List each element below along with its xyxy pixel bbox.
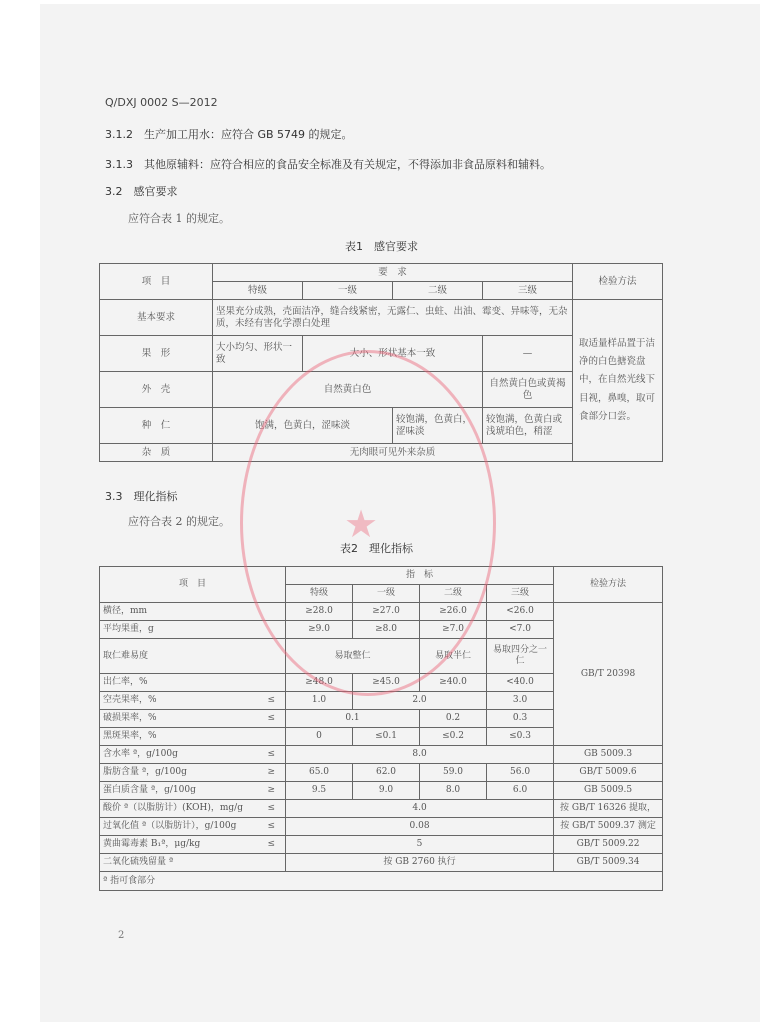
- document-id: Q/DXJ 0002 S—2012: [105, 96, 218, 109]
- t2-row-name: 含水率 ª，g/100g: [100, 746, 258, 764]
- t2-cell: 56.0: [487, 764, 554, 782]
- t2-row-sym: ≤: [258, 692, 286, 710]
- t2-row-sym: ≤: [258, 836, 286, 854]
- t1-shape-special: 大小均匀、形状一致: [213, 336, 303, 372]
- table2-caption: 表2 理化指标: [340, 542, 413, 555]
- t2-row-name: 黄曲霉毒素 B₁ª，μg/kg: [100, 836, 258, 854]
- t2-cell: 易取四分之一仁: [487, 639, 554, 674]
- t2-cell: <26.0: [487, 603, 554, 621]
- t1-kernel-01: 饱满，色黄白，涩味淡: [213, 408, 393, 444]
- t2-method: 按 GB/T 5009.37 测定: [554, 818, 663, 836]
- t2-row-sym: ≤: [258, 710, 286, 728]
- section-3-2-text: 应符合表 1 的规定。: [128, 212, 230, 225]
- t2-row-sym: ≥: [258, 782, 286, 800]
- t2-row-sym: [258, 639, 286, 674]
- section-3-2-heading: 3.2 感官要求: [105, 185, 178, 198]
- t1-method-text: 取适量样品置于洁净的白色搪瓷盘中，在自然光线下目视，鼻嗅，取可食部分口尝。: [573, 300, 663, 462]
- t2-cell: 65.0: [286, 764, 353, 782]
- t2-row-sym: ≤: [258, 800, 286, 818]
- t2-cell: 8.0: [420, 782, 487, 800]
- t2-cell: <7.0: [487, 621, 554, 639]
- t1-grade-special: 特级: [213, 282, 303, 300]
- t2-header-method: 检验方法: [554, 567, 663, 603]
- t1-grade-3: 三级: [483, 282, 573, 300]
- t2-cell: 0.3: [487, 710, 554, 728]
- t2-cell: 62.0: [353, 764, 420, 782]
- t2-row-sym: [258, 621, 286, 639]
- t1-shell-label: 外 壳: [100, 372, 213, 408]
- t1-impurity-label: 杂 质: [100, 444, 213, 462]
- t2-row-sym: ≤: [258, 746, 286, 764]
- t1-header-method: 检验方法: [573, 264, 663, 300]
- t2-row-name: 二氧化硫残留量 ª: [100, 854, 258, 872]
- t2-row-name: 出仁率，%: [100, 674, 258, 692]
- t2-cell: ≥27.0: [353, 603, 420, 621]
- t1-shape-label: 果 形: [100, 336, 213, 372]
- t2-cell: ≥9.0: [286, 621, 353, 639]
- t2-row-name: 黑斑果率，%: [100, 728, 258, 746]
- t2-cell: ≤0.3: [487, 728, 554, 746]
- t2-method: GB/T 5009.6: [554, 764, 663, 782]
- t2-cell: ≥48.0: [286, 674, 353, 692]
- t2-row-name: 脂肪含量 ª，g/100g: [100, 764, 258, 782]
- t2-row-sym: [258, 728, 286, 746]
- t2-method: GB/T 5009.22: [554, 836, 663, 854]
- t2-cell: 8.0: [286, 746, 554, 764]
- t1-shell-3: 自然黄白色或黄褐色: [483, 372, 573, 408]
- t1-kernel-label: 种 仁: [100, 408, 213, 444]
- t2-row-name: 破损果率，%: [100, 710, 258, 728]
- t2-cell: ≥45.0: [353, 674, 420, 692]
- t2-cell: 易取整仁: [286, 639, 420, 674]
- t2-grade-special: 特级: [286, 585, 353, 603]
- t2-header-index: 指 标: [286, 567, 554, 585]
- t2-cell: 0.08: [286, 818, 554, 836]
- t2-grade-2: 二级: [420, 585, 487, 603]
- t1-header-requirement: 要 求: [213, 264, 573, 282]
- t2-method: GB/T 5009.34: [554, 854, 663, 872]
- t2-method: GB 5009.3: [554, 746, 663, 764]
- t2-row-sym: ≤: [258, 818, 286, 836]
- t1-shape-12: 大小、形状基本一致: [303, 336, 483, 372]
- t2-row-name: 横径，mm: [100, 603, 258, 621]
- t1-shape-3: —: [483, 336, 573, 372]
- clause-3-1-2: 3.1.2 生产加工用水：应符合 GB 5749 的规定。: [105, 128, 353, 141]
- t2-method: 按 GB/T 16326 提取，: [554, 800, 663, 818]
- t2-grade-3: 三级: [487, 585, 554, 603]
- t2-method: GB 5009.5: [554, 782, 663, 800]
- t2-cell: 9.5: [286, 782, 353, 800]
- t2-cell: 0: [286, 728, 353, 746]
- t2-cell: 3.0: [487, 692, 554, 710]
- t1-header-item: 项 目: [100, 264, 213, 300]
- t2-cell: 1.0: [286, 692, 353, 710]
- t2-cell: 0.2: [420, 710, 487, 728]
- t1-basic-label: 基本要求: [100, 300, 213, 336]
- t1-shell-012: 自然黄白色: [213, 372, 483, 408]
- t2-cell: 按 GB 2760 执行: [286, 854, 554, 872]
- section-3-3-heading: 3.3 理化指标: [105, 490, 178, 503]
- sensory-requirements-table: [99, 263, 663, 462]
- t2-cell: 6.0: [487, 782, 554, 800]
- t2-method-shared: GB/T 20398: [554, 603, 663, 746]
- t2-row-sym: [258, 603, 286, 621]
- t2-row-name: 酸价 ª（以脂肪计）(KOH)，mg/g: [100, 800, 258, 818]
- t2-cell: 9.0: [353, 782, 420, 800]
- t2-cell: 易取半仁: [420, 639, 487, 674]
- physicochemical-index-table: [99, 566, 663, 891]
- t1-kernel-2: 较饱满，色黄白，涩味淡: [393, 408, 483, 444]
- t2-cell: 5: [286, 836, 554, 854]
- table1-caption: 表1 感官要求: [345, 240, 418, 253]
- t2-cell: ≥8.0: [353, 621, 420, 639]
- t2-row-name: 取仁难易度: [100, 639, 258, 674]
- t1-kernel-3: 较饱满，色黄白或浅琥珀色，稍涩: [483, 408, 573, 444]
- t2-row-name: 蛋白质含量 ª，g/100g: [100, 782, 258, 800]
- t2-row-name: 空壳果率，%: [100, 692, 258, 710]
- section-3-3-text: 应符合表 2 的规定。: [128, 515, 230, 528]
- t2-row-name: 平均果重，g: [100, 621, 258, 639]
- t2-footnote: ª 指可食部分: [100, 872, 663, 891]
- t2-cell: 0.1: [286, 710, 420, 728]
- t1-grade-1: 一级: [303, 282, 393, 300]
- clause-3-1-3: 3.1.3 其他原辅料：应符合相应的食品安全标准及有关规定，不得添加非食品原料和辅料。: [105, 158, 551, 171]
- t2-cell: 4.0: [286, 800, 554, 818]
- t2-row-name: 过氧化值 ª（以脂肪计），g/100g: [100, 818, 258, 836]
- t2-cell: ≥26.0: [420, 603, 487, 621]
- t1-impurity-value: 无肉眼可见外来杂质: [213, 444, 573, 462]
- page-number: 2: [118, 930, 125, 941]
- t2-cell: 2.0: [353, 692, 487, 710]
- t2-row-sym: [258, 674, 286, 692]
- t2-header-item: 项 目: [100, 567, 286, 603]
- t2-cell: 59.0: [420, 764, 487, 782]
- t2-cell: ≥40.0: [420, 674, 487, 692]
- t1-basic-value: 坚果充分成熟，壳面洁净，缝合线紧密，无露仁、虫蛀、出油、霉变、异味等，无杂质，未经有害化学漂白处理: [213, 300, 573, 336]
- t2-cell: ≤0.1: [353, 728, 420, 746]
- t2-row-sym: ≥: [258, 764, 286, 782]
- seal-star-icon: ★: [344, 502, 379, 546]
- t1-grade-2: 二级: [393, 282, 483, 300]
- t2-cell: ≥7.0: [420, 621, 487, 639]
- t2-cell: ≥28.0: [286, 603, 353, 621]
- t2-row-sym: [258, 854, 286, 872]
- t2-grade-1: 一级: [353, 585, 420, 603]
- t2-cell: <40.0: [487, 674, 554, 692]
- t2-cell: ≤0.2: [420, 728, 487, 746]
